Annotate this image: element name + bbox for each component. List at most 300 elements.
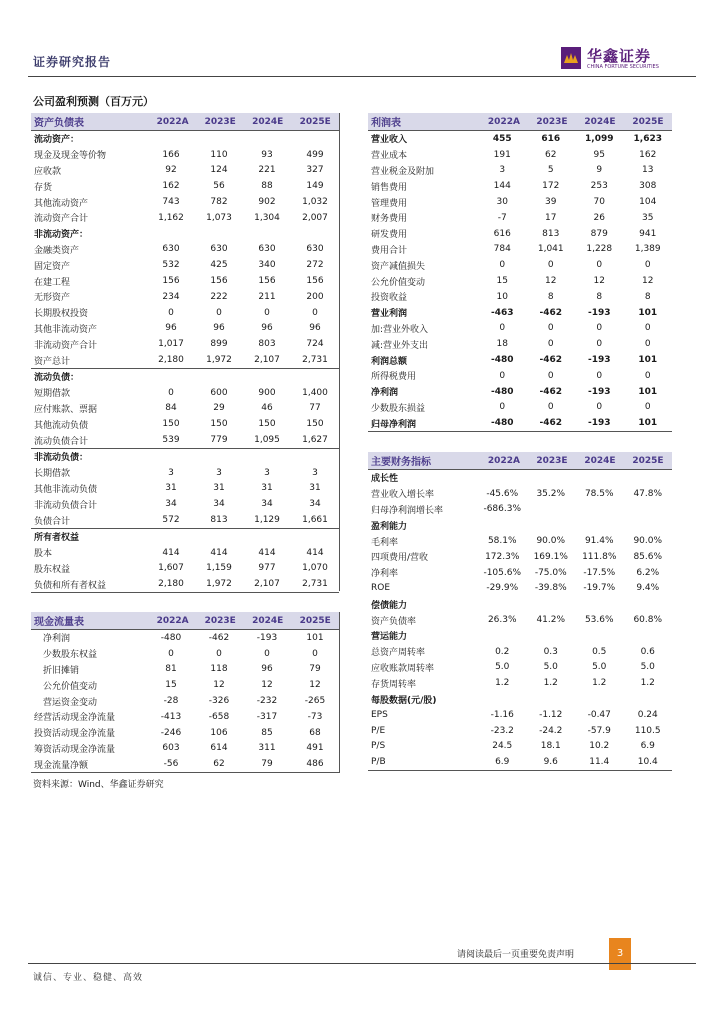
financial-ratios-table <box>368 452 672 771</box>
cell-value: -193 <box>587 418 611 429</box>
cell-value: 106 <box>210 727 228 738</box>
table-row <box>368 257 672 273</box>
row-label: 存货 <box>34 182 53 193</box>
row-label: 非流动负债： <box>34 453 89 464</box>
row-label: 非流动负债合计 <box>34 500 98 511</box>
cell-value: 5 <box>547 165 554 176</box>
year-header: 2025E <box>299 615 331 626</box>
row-label: 流动负债合计 <box>34 436 89 447</box>
cell-value: 455 <box>492 133 512 144</box>
cell-value: 150 <box>210 419 228 430</box>
table-row <box>31 576 339 592</box>
row-label: 营业成本 <box>371 151 408 162</box>
row-label: 股本 <box>34 549 53 560</box>
cell-value: 156 <box>258 276 276 287</box>
cell-value: 6.2% <box>636 567 660 578</box>
cell-value: 532 <box>162 260 180 271</box>
cell-value: 13 <box>642 165 654 176</box>
cell-value: 425 <box>210 260 228 271</box>
cell-value: 900 <box>258 387 276 398</box>
footer-motto: 诚信、专业、稳健、高效 <box>33 973 144 983</box>
cell-value: 1,162 <box>158 212 184 223</box>
row-label: 净利率 <box>371 569 399 580</box>
cell-value: 0 <box>644 323 651 334</box>
cell-value: 0 <box>547 260 554 271</box>
table-row <box>368 242 672 258</box>
row-label: 折旧摊销 <box>43 665 80 676</box>
table-row <box>368 628 672 644</box>
cell-value: 35.2% <box>536 488 566 499</box>
row-label: 管理费用 <box>371 198 408 209</box>
cell-value: 34 <box>213 499 225 510</box>
cell-value: -193 <box>256 632 278 643</box>
table-row <box>368 612 672 628</box>
table-row <box>368 486 672 502</box>
cell-value: 46 <box>261 403 273 414</box>
year-header: 2025E <box>632 455 664 466</box>
cell-value: 941 <box>639 228 657 239</box>
row-label: 其他流动负债 <box>34 420 89 431</box>
table-row <box>368 163 672 179</box>
cell-value: 1,070 <box>302 563 328 574</box>
table-row <box>31 449 339 465</box>
cell-value: 0 <box>596 339 603 350</box>
cell-value: 30 <box>496 197 508 208</box>
cell-value: 1,627 <box>302 435 328 446</box>
cell-value: 88 <box>261 181 273 192</box>
cell-value: 221 <box>258 165 276 176</box>
cell-value: -105.6% <box>483 567 522 578</box>
row-label: 营业收入 <box>371 135 408 146</box>
table-rule <box>368 770 672 771</box>
year-header: 2022A <box>487 116 520 127</box>
cell-value: 1,099 <box>585 133 614 144</box>
table-row <box>31 529 339 545</box>
table-row <box>368 533 672 549</box>
cell-value: 31 <box>213 483 225 494</box>
cell-value: 5.0 <box>640 662 655 673</box>
cell-value: 414 <box>210 547 228 558</box>
cell-value: -326 <box>208 696 230 707</box>
table-header <box>368 452 672 469</box>
cell-value: 0.2 <box>495 646 510 657</box>
table-row <box>31 352 339 368</box>
cell-value: -232 <box>256 696 278 707</box>
cell-value: 96 <box>165 323 177 334</box>
row-label: 费用合计 <box>371 245 408 256</box>
cell-value: 0 <box>547 339 554 350</box>
row-label: 应收款 <box>34 166 62 177</box>
report-type-label: 证券研究报告 <box>33 55 112 69</box>
cell-value: 0 <box>264 307 270 318</box>
row-label: 营运资金变动 <box>43 697 98 708</box>
row-label: 应付账款、票据 <box>34 404 98 415</box>
cell-value: 1,129 <box>254 515 280 526</box>
cell-value: -56 <box>163 759 179 770</box>
table-row <box>368 178 672 194</box>
cell-value: 630 <box>258 244 276 255</box>
cell-value: 616 <box>541 133 561 144</box>
year-header: 2023E <box>204 615 236 626</box>
row-label: 毛利率 <box>371 537 399 548</box>
cell-value: 0.24 <box>637 709 658 720</box>
table-header <box>31 113 339 130</box>
table-row <box>31 273 339 289</box>
cell-value: 26.3% <box>487 615 517 626</box>
cell-value: 3 <box>216 467 222 478</box>
table-row <box>368 336 672 352</box>
cell-value: 0.6 <box>640 646 655 657</box>
cell-value: 18.1 <box>540 741 561 752</box>
cell-value: -29.9% <box>486 583 519 594</box>
cell-value: 41.2% <box>536 615 566 626</box>
cell-value: 813 <box>210 515 228 526</box>
cell-value: 172.3% <box>485 551 520 562</box>
row-label: 应收账款周转率 <box>371 663 435 674</box>
cell-value: 0 <box>499 370 506 381</box>
table-row <box>31 321 339 337</box>
cell-value: 118 <box>210 664 228 675</box>
cell-value: 96 <box>261 323 273 334</box>
cell-value: -23.2 <box>490 725 514 736</box>
cell-value: 150 <box>258 419 276 430</box>
cell-value: -265 <box>304 696 326 707</box>
cell-value: 491 <box>306 743 324 754</box>
row-label: 经营活动现金净流量 <box>34 713 116 724</box>
row-label: 每股数据(元/股) <box>371 695 437 706</box>
table-row <box>368 517 672 533</box>
row-label: 加:营业外收入 <box>371 324 429 335</box>
cell-value: 124 <box>210 165 228 176</box>
cell-value: 15 <box>496 276 508 287</box>
row-label: 总资产周转率 <box>371 648 426 659</box>
cell-value: 35 <box>642 212 654 223</box>
table-row <box>368 147 672 163</box>
row-label: 归母净利润增长率 <box>371 505 444 516</box>
table-row <box>368 226 672 242</box>
year-header: 2023E <box>204 116 236 127</box>
cell-value: 150 <box>306 419 324 430</box>
cell-value: 6.9 <box>495 757 510 768</box>
table-title: 现金流量表 <box>34 617 84 628</box>
row-label: 其他流动资产 <box>34 198 89 209</box>
row-label: EPS <box>371 709 388 720</box>
cell-value: 977 <box>258 563 276 574</box>
cell-value: 614 <box>210 743 228 754</box>
row-label: 所有者权益 <box>34 533 80 544</box>
cell-value: -462 <box>539 386 563 397</box>
row-label: 公允价值变动 <box>43 681 98 692</box>
cell-value: 899 <box>210 339 228 350</box>
cell-value: 234 <box>162 291 180 302</box>
cell-value: 62 <box>213 759 225 770</box>
table-row <box>31 512 339 528</box>
year-header: 2023E <box>536 455 568 466</box>
cell-value: 101 <box>638 418 658 429</box>
table-row <box>368 400 672 416</box>
table-row <box>31 257 339 273</box>
table-row <box>368 321 672 337</box>
cell-value: 1,032 <box>302 197 328 208</box>
cell-value: -462 <box>539 355 563 366</box>
cell-value: 2,107 <box>254 579 280 590</box>
table-row <box>368 565 672 581</box>
cell-value: 211 <box>258 291 276 302</box>
cell-value: 414 <box>306 547 324 558</box>
table-row <box>368 210 672 226</box>
cell-value: 56 <box>213 181 225 192</box>
cell-value: -24.2 <box>539 725 563 736</box>
cell-value: -480 <box>490 418 514 429</box>
cell-value: 779 <box>210 435 228 446</box>
row-label: 偿债能力 <box>371 600 408 611</box>
cell-value: 1,400 <box>302 387 328 398</box>
cell-value: 572 <box>162 515 180 526</box>
table-divider <box>339 113 340 591</box>
row-label: 金融类资产 <box>34 245 80 256</box>
cell-value: 2,731 <box>302 579 328 590</box>
cell-value: -39.8% <box>534 583 567 594</box>
row-label: 流动负债： <box>34 373 80 384</box>
cell-value: -73 <box>307 711 323 722</box>
cell-value: 1,389 <box>634 244 661 255</box>
cell-value: 200 <box>306 291 324 302</box>
logo-mark-icon <box>561 47 581 69</box>
table-row <box>31 401 339 417</box>
balance-sheet-table <box>31 113 339 593</box>
cell-value: 10 <box>496 291 508 302</box>
cell-value: 414 <box>258 547 276 558</box>
table-row <box>368 289 672 305</box>
cell-value: 34 <box>165 499 177 510</box>
cell-value: 93 <box>261 149 273 160</box>
table-row <box>31 496 339 512</box>
year-header: 2022A <box>487 455 520 466</box>
cell-value: 9.4% <box>636 583 660 594</box>
row-label: 固定资产 <box>34 261 71 272</box>
cell-value: 12 <box>593 276 605 287</box>
cell-value: 162 <box>162 181 180 192</box>
cell-value: -7 <box>497 212 507 223</box>
cell-value: 96 <box>309 323 321 334</box>
table-row <box>368 470 672 486</box>
row-label: 净利润 <box>371 388 399 399</box>
company-logo <box>561 45 661 73</box>
cell-value: 92 <box>165 165 177 176</box>
cell-value: -1.16 <box>490 709 514 720</box>
cell-value: 1,661 <box>302 515 328 526</box>
cell-value: 60.8% <box>633 615 663 626</box>
table-row <box>368 644 672 660</box>
cell-value: 29 <box>213 403 225 414</box>
cell-value: 18 <box>496 339 508 350</box>
cell-value: 0 <box>168 387 174 398</box>
year-header: 2025E <box>632 116 664 127</box>
cell-value: -193 <box>587 355 611 366</box>
table-row <box>31 336 339 352</box>
cell-value: 95 <box>593 149 605 160</box>
table-row <box>368 305 672 321</box>
row-label: 投资活动现金净流量 <box>34 729 116 740</box>
table-row <box>368 596 672 612</box>
row-label: 公允价值变动 <box>371 277 426 288</box>
cell-value: 34 <box>261 499 273 510</box>
cell-value: 166 <box>162 149 180 160</box>
row-label: 四项费用/营收 <box>371 553 429 564</box>
table-row <box>368 707 672 723</box>
cell-value: 79 <box>261 759 273 770</box>
header-divider <box>28 76 696 77</box>
row-label: 现金及现金等价物 <box>34 151 107 162</box>
row-label: 筹资活动现金净流量 <box>34 744 116 755</box>
cell-value: 8 <box>644 291 651 302</box>
table-row <box>31 630 339 646</box>
cell-value: 630 <box>210 244 228 255</box>
cell-value: 47.8% <box>633 488 663 499</box>
table-row <box>31 481 339 497</box>
row-label: 营运能力 <box>371 632 408 643</box>
cell-value: 0 <box>547 370 554 381</box>
row-label: 其他非流动资产 <box>34 324 98 335</box>
row-label: 所得税费用 <box>371 372 417 383</box>
row-label: 营业收入增长率 <box>371 490 435 501</box>
cell-value: 2,107 <box>254 355 280 366</box>
row-label: 成长性 <box>371 474 399 485</box>
cell-value: 813 <box>542 228 560 239</box>
cell-value: 11.4 <box>589 757 610 768</box>
cell-value: -193 <box>587 386 611 397</box>
cell-value: 0.3 <box>543 646 558 657</box>
cell-value: 0 <box>499 323 506 334</box>
table-header <box>31 612 339 629</box>
cell-value: 110.5 <box>634 725 661 736</box>
cell-value: 0 <box>216 648 222 659</box>
year-header: 2025E <box>299 116 331 127</box>
cell-value: 630 <box>306 244 324 255</box>
cell-value: -0.47 <box>587 709 611 720</box>
table-row <box>368 131 672 147</box>
table-row <box>31 677 339 693</box>
cell-value: 1,228 <box>586 244 613 255</box>
cell-value: 0 <box>312 307 318 318</box>
table-title: 主要财务指标 <box>371 457 431 468</box>
cell-value: 101 <box>638 307 658 318</box>
row-label: 长期借款 <box>34 469 71 480</box>
row-label: 非流动资产合计 <box>34 340 98 351</box>
table-row <box>31 545 339 561</box>
table-row <box>368 660 672 676</box>
cell-value: 12 <box>213 680 225 691</box>
cell-value: 79 <box>309 664 321 675</box>
table-row <box>31 178 339 194</box>
disclaimer-note: 请阅读最后一页重要免责声明 <box>457 950 575 960</box>
table-row <box>368 581 672 597</box>
row-label: 负债合计 <box>34 516 71 527</box>
table-row <box>31 432 339 448</box>
row-label: 其他非流动负债 <box>34 484 98 495</box>
cell-value: 78.5% <box>584 488 614 499</box>
row-label: 短期借款 <box>34 389 71 400</box>
cell-value: -317 <box>256 711 278 722</box>
cell-value: 0 <box>644 370 651 381</box>
page-number: 3 <box>609 938 631 970</box>
cell-value: 15 <box>165 680 177 691</box>
table-rule <box>368 431 672 432</box>
cell-value: 39 <box>545 197 557 208</box>
cell-value: 156 <box>306 276 324 287</box>
table-row <box>368 675 672 691</box>
table-row <box>31 194 339 210</box>
cell-value: 81 <box>165 664 177 675</box>
table-row <box>31 756 339 772</box>
cell-value: 91.4% <box>584 536 614 547</box>
cell-value: 0 <box>644 339 651 350</box>
cell-value: 85 <box>261 727 273 738</box>
cell-value: 6.9 <box>640 741 655 752</box>
row-label: 少数股东损益 <box>371 403 426 414</box>
cell-value: 3 <box>168 467 174 478</box>
table-row <box>368 723 672 739</box>
table-row <box>368 352 672 368</box>
table-row <box>31 561 339 577</box>
cell-value: 169.1% <box>533 551 568 562</box>
cell-value: 803 <box>258 339 276 350</box>
logo-text: 华鑫证券 <box>587 47 652 65</box>
cell-value: 162 <box>639 149 657 160</box>
table-row <box>31 242 339 258</box>
cell-value: 96 <box>213 323 225 334</box>
row-label: 无形资产 <box>34 293 71 304</box>
cell-value: 0 <box>216 307 222 318</box>
row-label: 财务费用 <box>371 214 408 225</box>
cell-value: -462 <box>539 418 563 429</box>
cell-value: 3 <box>264 467 270 478</box>
table-row <box>368 502 672 518</box>
year-header: 2023E <box>536 116 568 127</box>
row-label: 少数股东权益 <box>43 650 98 661</box>
cell-value: 10.2 <box>589 741 610 752</box>
cell-value: -480 <box>490 386 514 397</box>
cell-value: 272 <box>306 260 324 271</box>
table-title: 资产负债表 <box>34 118 84 129</box>
cell-value: -658 <box>208 711 230 722</box>
row-label: 资产总计 <box>34 356 71 367</box>
table-row <box>31 289 339 305</box>
cell-value: 0 <box>596 260 603 271</box>
row-label: 在建工程 <box>34 277 71 288</box>
cell-value: 101 <box>638 386 658 397</box>
cell-value: 96 <box>261 664 273 675</box>
cell-value: 1,972 <box>206 579 232 590</box>
cash-flow-table <box>31 612 339 773</box>
cell-value: 1.2 <box>495 678 510 689</box>
cell-value: 0 <box>644 402 651 413</box>
cell-value: 101 <box>638 355 658 366</box>
table-row <box>368 368 672 384</box>
cell-value: 85.6% <box>633 551 663 562</box>
table-row <box>31 226 339 242</box>
table-row <box>31 131 339 147</box>
cell-value: 31 <box>261 483 273 494</box>
table-row <box>31 210 339 226</box>
cell-value: 12 <box>261 680 273 691</box>
cell-value: 0 <box>547 323 554 334</box>
cell-value: 1,017 <box>158 339 184 350</box>
row-label: P/S <box>371 741 386 752</box>
cell-value: 156 <box>162 276 180 287</box>
cell-value: 12 <box>309 680 321 691</box>
cell-value: 1,073 <box>206 212 232 223</box>
